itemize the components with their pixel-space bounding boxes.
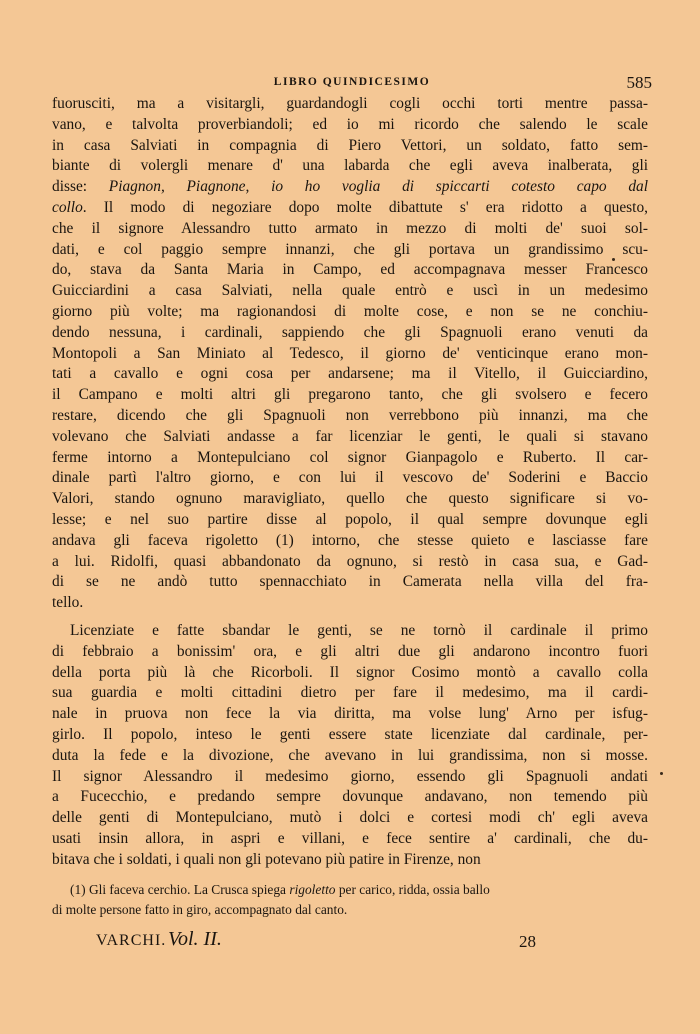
running-head — [52, 73, 652, 96]
speck-mark — [660, 772, 663, 775]
text-line: andava gli faceva rigoletto (1) intorno, che stesse quieto e lasciasse fare — [52, 531, 648, 549]
footnote — [52, 880, 648, 920]
running-head-title: LIBRO QUINDICESIMO — [273, 76, 431, 88]
footnote-line: (1) Gli faceva cerchio. La Crusca spiega rigoletto per carico, ridda, ossia ballo — [70, 882, 490, 897]
text-line: dinale partì l'altro giorno, e con lui il vescovo de' Soderini e Baccio — [52, 469, 648, 487]
text-line: di febbraio a bonissim' ora, e gli altri due gli andarono incontro fuori — [52, 642, 648, 660]
paragraph-gap — [52, 614, 648, 621]
text-line: dendo nessuna, i cardinali, sappiendo che gli Spagnuoli erano venuti da — [52, 323, 648, 341]
text-line: Licenziate e fatte sbandar le genti, se ne tornò il cardinale il primo — [70, 621, 648, 639]
text-line: ferme intorno a Montepulciano col signor Gianpagolo e Ruberto. Il car- — [52, 448, 648, 466]
text-line: della porta più là che Ricorboli. Il signor Cosimo montò a cavallo colla — [52, 663, 648, 681]
text-line: a Fucecchio, e predando sempre dovunque andavano, non temendo più — [52, 788, 648, 806]
text-line: sua guardia e molti cittadini dietro per fare il medesimo, ma il cardi- — [52, 684, 648, 702]
signature-number: 28 — [519, 932, 536, 951]
text-line: volevano che Salviati andasse a far licenziar le genti, le quali si stavano — [52, 427, 648, 445]
body-text — [52, 94, 648, 870]
text-line: il Campano e molti altri gli pregarono tanto, che gli svolsero e fecero — [52, 386, 648, 404]
signature-volume: Vol. II. — [168, 928, 222, 950]
footnote-line: di molte persone fatto in giro, accompagnato dal canto. — [52, 902, 348, 917]
text-line: collo. Il modo di negoziare dopo molte dibattute s' era ridotto a questo, — [52, 198, 648, 216]
text-line: Guicciardini a casa Salviati, nella quale entrò e uscì in un medesimo — [52, 282, 648, 300]
text-line: restare, dicendo che gli Spagnuoli non verrebbono più innanzi, ma che — [52, 406, 648, 424]
text-line: biante di volergli menare d' una labarda che egli aveva inalberata, gli — [52, 157, 648, 175]
text-line: usati insin allora, in aspri e villani, e fece sentire a' cardinali, che du- — [52, 829, 648, 847]
text-line: di se ne andò tutto spennacchiato in Camerata nella villa del fra- — [52, 573, 648, 591]
text-line: giorno più volte; ma ragionandosi di molte cose, e non se ne conchiu- — [52, 302, 648, 320]
text-line: in casa Salviati in compagnia di Piero Vettori, un soldato, fatto sem- — [52, 136, 648, 154]
text-line: che il signore Alessandro tutto armato in mezzo di molti de' suoi sol- — [52, 219, 648, 237]
text-line: Montopoli a San Miniato al Tedesco, il giorno de' venticinque erano mon- — [52, 344, 648, 362]
text-line: Valori, stando ognuno maravigliato, quello che questo significare si vo- — [52, 490, 648, 508]
text-line: tati a cavallo e ogni cosa per andarsene; ma il Vitello, il Guicciardino, — [52, 365, 648, 383]
text-line: lesse; e nel suo partire disse al popolo, il qual sempre dovunque egli — [52, 510, 648, 528]
text-line: vano, e talvolta proverbiandoli; ed io mi ricordo che salendo le scale — [52, 115, 648, 133]
text-line: girlo. Il popolo, inteso le genti essere state licenziate dal cardinale, per- — [52, 725, 648, 743]
text-line: do, stava da Santa Maria in Campo, ed accompagnava messer Francesco — [52, 261, 648, 279]
signature-author: VARCHI. — [96, 932, 167, 949]
text-line: Il signor Alessandro il medesimo giorno, essendo gli Spagnuoli andati — [52, 767, 648, 785]
text-line: tello. — [52, 594, 84, 612]
signature-line — [96, 930, 536, 956]
text-line: fuorusciti, ma a visitargli, guardandogli cogli occhi torti mentre passa- — [52, 95, 648, 112]
page-number: 585 — [626, 73, 652, 92]
speck-mark — [612, 258, 615, 261]
text-line: dati, e col paggio sempre innanzi, che gli portava un grandissimo scu- — [52, 240, 648, 258]
text-line: bitava che i soldati, i quali non gli potevano più patire in Firenze, non — [52, 850, 481, 868]
text-line: disse: Piagnon, Piagnone, io ho voglia di spiccarti cotesto capo dal — [52, 178, 648, 196]
text-line: nale in pruova non fece la via diritta, ma volse lung' Arno per isfug- — [52, 705, 648, 723]
text-line: duta la fede e la divozione, che avevano in lui grandissima, non si mosse. — [52, 746, 648, 764]
text-line: a lui. Ridolfi, quasi abbandonato da ognuno, si restò in casa sua, e Gad- — [52, 552, 648, 570]
text-line: delle genti di Montepulciano, mutò i dolci e cortesi modi ch' egli aveva — [52, 809, 648, 827]
